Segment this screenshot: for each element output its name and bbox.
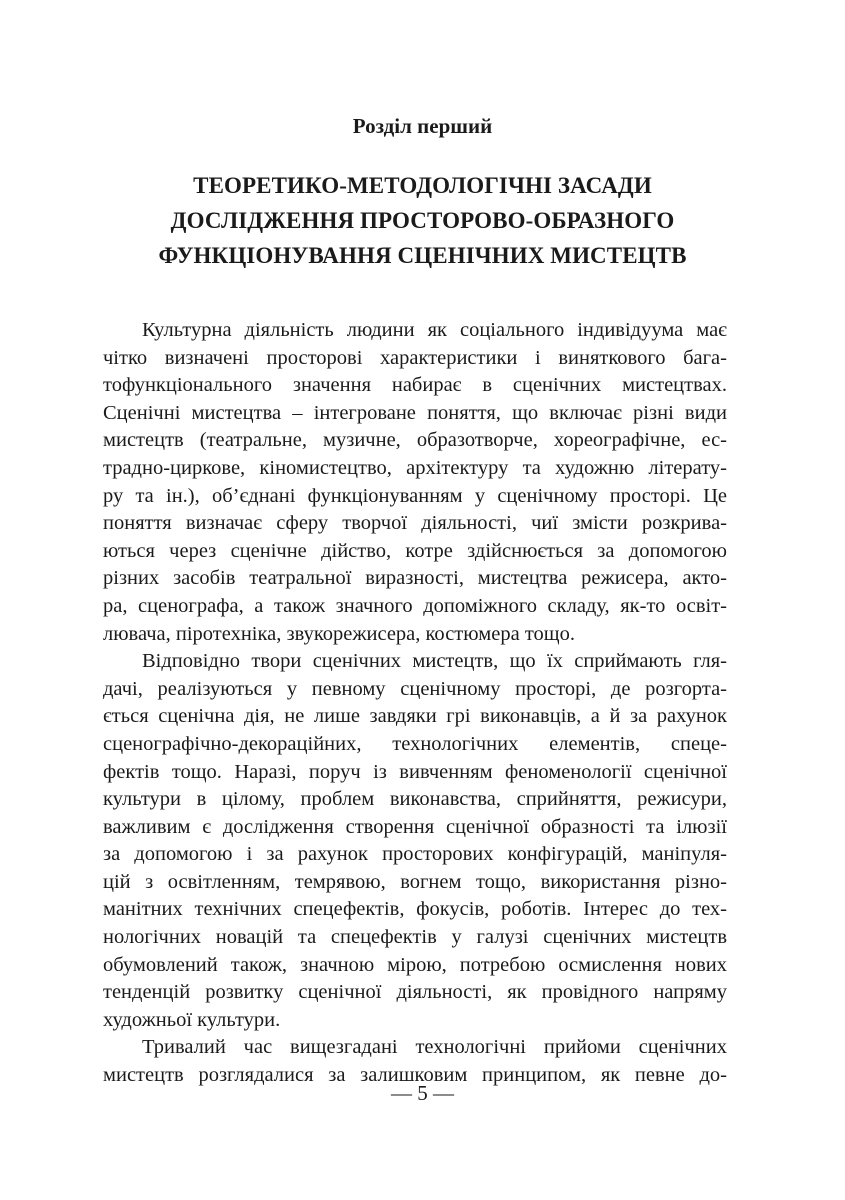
text-line: фектів тощо. Наразі, поруч із вивченням феноменології сценічної [103, 760, 727, 783]
text-line: важливим є дослідження створення сценічної образності та ілюзії [103, 815, 727, 838]
paragraph-2 [103, 648, 727, 1034]
text-line: Тривалий час вищезгадані технологічні прийоми сценічних [142, 1036, 727, 1059]
text-line: лювача, піротехніка, звукорежисера, костюмера тощо. [103, 622, 575, 645]
text-line: сценографічно-декораційних, технологічних елементів, спеце- [103, 732, 727, 755]
text-line: традно-циркове, кіномистецтво, архітектуру та художню літерату- [103, 456, 727, 479]
chapter-title-line: ФУНКЦІОНУВАННЯ СЦЕНІЧНИХ МИСТЕЦТВ [158, 243, 687, 268]
text-line: ру та ін.), об’єднані функціонуванням у сценічному просторі. Це [103, 484, 727, 507]
section-label: Розділ перший [352, 114, 493, 138]
text-line: ра, сценографа, а також значного допоміжного складу, як-то освіт- [103, 594, 727, 617]
text-line: нологічних новацій та спецефектів у галузі сценічних мистецтв [103, 926, 727, 949]
text-line: тенденцій розвитку сценічної діяльності, як провідного напряму [103, 981, 727, 1004]
page-number: — 5 — [391, 1081, 454, 1105]
text-line: дачі, реалізуються у певному сценічному просторі, де розгорта- [103, 677, 727, 700]
text-line: за допомогою і за рахунок просторових конфігурацій, маніпуля- [103, 843, 727, 866]
chapter-title-line: ТЕОРЕТИКО-МЕТОДОЛОГІЧНІ ЗАСАДИ [193, 173, 652, 198]
text-line: поняття визначає сферу творчої діяльності, чиї змісти розкрива- [103, 512, 727, 535]
text-line: ється сценічна дія, не лише завдяки грі виконавців, а й за рахунок [103, 705, 727, 728]
text-line: манітних технічних спецефектів, фокусів, роботів. Інтерес до тех- [103, 898, 727, 921]
text-line: обумовлений також, значною мірою, потребою осмислення нових [103, 953, 727, 976]
paragraph-1 [103, 317, 727, 648]
text-line: мистецтв розглядалися за залишковим принципом, як певне до- [103, 1064, 727, 1087]
text-line: мистецтв (театральне, музичне, образотворче, хореографічне, ес- [103, 429, 727, 452]
text-line: тофункціонального значення набирає в сценічних мистецтвах. [103, 374, 727, 397]
text-line: художньої культури. [103, 1008, 281, 1031]
body-text [103, 317, 727, 1090]
text-line: ються через сценічне дійство, котре здійснюється за допомогою [103, 539, 727, 562]
text-line: Сценічні мистецтва – інтегроване поняття, що включає різні види [103, 401, 727, 424]
text-line: культури в цілому, проблем виконавства, сприйняття, режисури, [103, 788, 727, 811]
chapter-title-line: ДОСЛІДЖЕННЯ ПРОСТОРОВО-ОБРАЗНОГО [170, 208, 675, 233]
chapter-title [0, 168, 845, 273]
text-line: різних засобів театральної виразності, мистецтва режисера, акто- [103, 567, 727, 590]
text-line: цій з освітленням, темрявою, вогнем тощо, використання різно- [103, 870, 727, 893]
text-line: Культурна діяльність людини як соціального індивідуума має [142, 319, 727, 341]
text-line: чітко визначені просторові характеристики і виняткового бага- [103, 346, 727, 369]
text-line: Відповідно твори сценічних мистецтв, що їх сприймають гля- [142, 650, 727, 673]
